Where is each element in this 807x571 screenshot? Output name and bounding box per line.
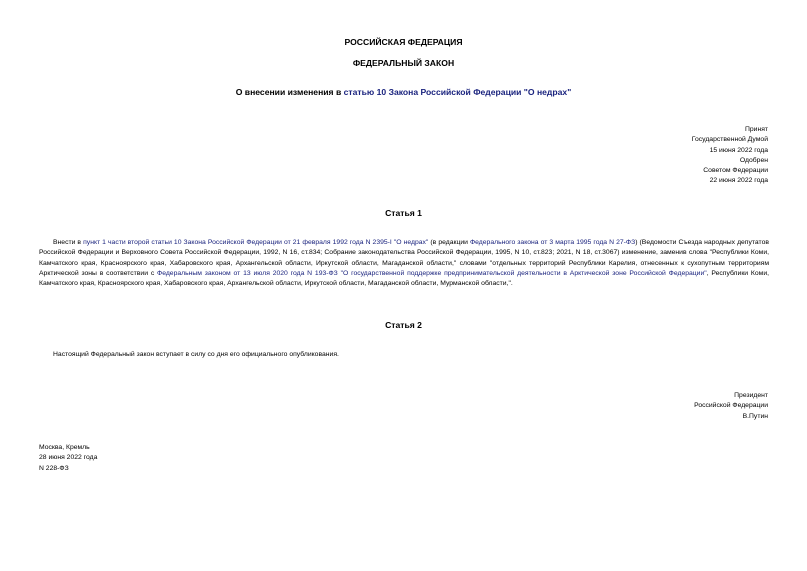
adoption-block	[692, 125, 768, 187]
arctic-law-link[interactable]: Федеральным законом от 13 июля 2020 года N 193-ФЗ "О государственной поддержке предпринимательской деятельности в Арктической зоне Российской Федерации"	[157, 269, 707, 277]
approval-date: 22 июня 2022 года	[709, 177, 768, 185]
law-reference-link[interactable]: пункт 1 части второй статьи 10 Закона Российской Федерации от 21 февраля 1992 года N 2395-I "О недрах"	[83, 239, 429, 246]
article-1-text-part: , Республики Коми, Камчатского края, Красноярского края, Хабаровского края, Архангельской области, Иркутской области, Магаданской области, Мурманской области,".	[39, 269, 770, 288]
adoption-date: 15 июня 2022 года	[709, 146, 768, 154]
signature-title: Российской Федерации	[694, 402, 768, 410]
amendment-reference-link[interactable]: Федерального закона от 3 марта 1995 года N 27-ФЗ	[470, 239, 636, 246]
article-1-text-part: ) (Ведомости Съезда народных депутатов Российской Федерации и Верховного Совета Российской Федерации, 1992, N 16, ст.834; Собрание законодательства Российской Федерации, 1995, N 10, ст.823; 2021, N 18, ст.3067) изменение, заменив слова "Республики Коми, Камчатского края, Красноярского края, Хабаровского края, Архангельской области, Иркутской области, Магаданской области," словами "отдельных территорий Республики Карелия, отнесенных к сухопутным территориям Арктической зоны в соответствии с	[39, 239, 769, 277]
adoption-line: Принят	[744, 126, 768, 133]
adoption-line: Государственной Думой	[691, 136, 768, 144]
place-date-block	[39, 443, 97, 474]
signature-title: Президент	[734, 392, 768, 399]
law-title-link[interactable]: статью 10 Закона Российской Федерации "О недрах"	[343, 87, 572, 97]
approval-line: Одобрен	[739, 156, 768, 164]
signing-date: 28 июня 2022 года	[39, 454, 98, 462]
signature-block	[694, 391, 768, 422]
place: Москва, Кремль	[39, 444, 90, 451]
law-number: N 228-ФЗ	[39, 464, 69, 472]
article-1-text	[39, 238, 769, 289]
article-2-text-body: Настоящий Федеральный закон вступает в силу со дня его официального опубликования.	[53, 351, 339, 358]
article-2-text	[39, 350, 769, 360]
country-heading: РОССИЙСКАЯ ФЕДЕРАЦИЯ	[344, 37, 463, 47]
law-title	[0, 87, 807, 97]
article-1-title: Статья 1	[385, 208, 422, 218]
article-2-title: Статья 2	[385, 320, 422, 330]
article-1-text-part: Внести в	[53, 239, 84, 246]
approval-line: Советом Федерации	[703, 167, 768, 175]
law-type-heading: ФЕДЕРАЛЬНЫЙ ЗАКОН	[352, 58, 455, 68]
signature-name: В.Путин	[742, 412, 768, 420]
article-1-text-part: (в редакции	[428, 239, 470, 246]
law-title-prefix: О внесении изменения в	[235, 87, 344, 97]
